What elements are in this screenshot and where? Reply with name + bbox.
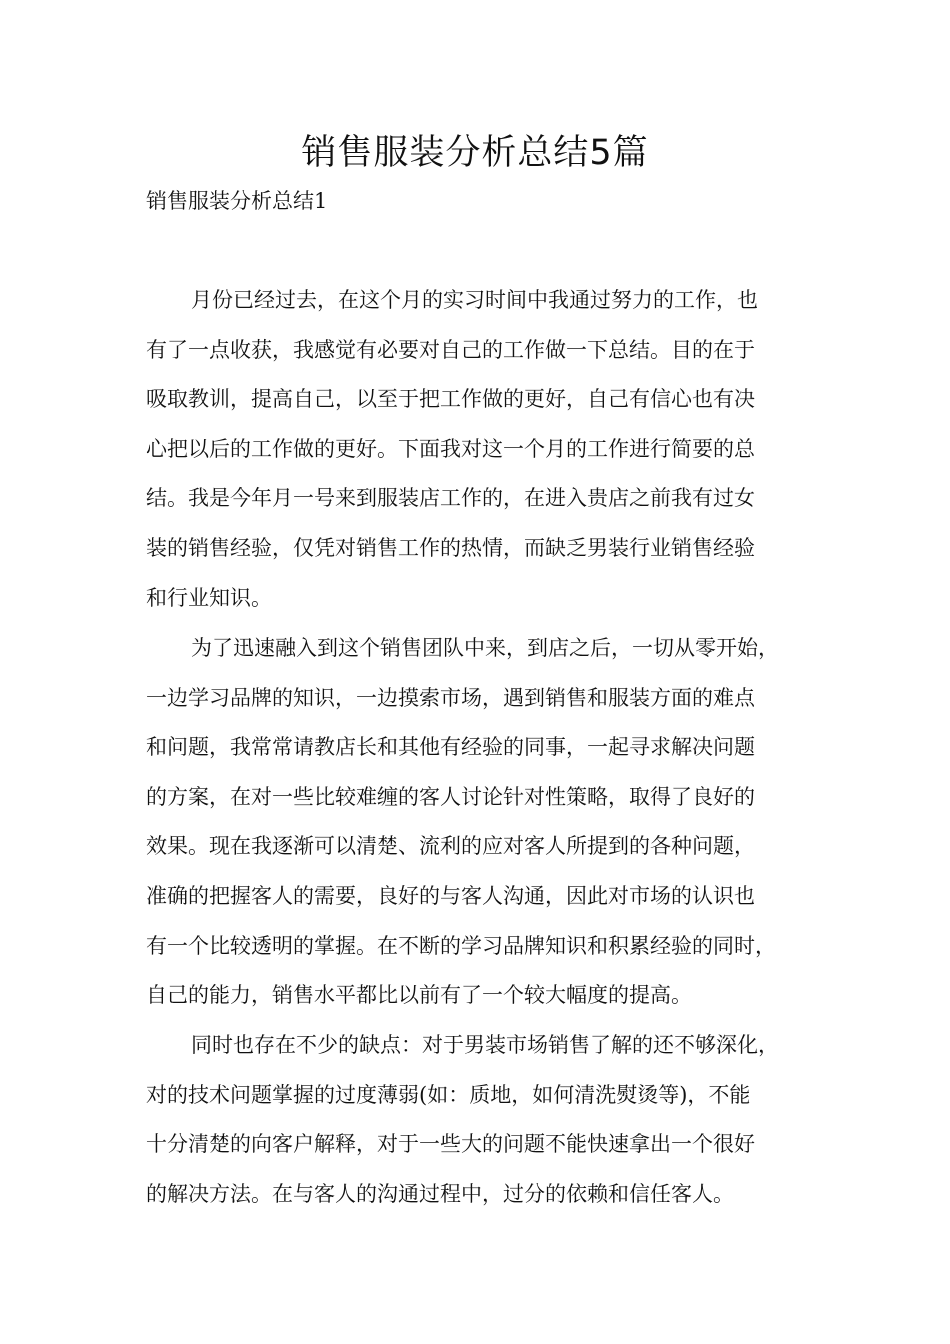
- paragraph-3: [146, 1021, 826, 1219]
- paragraph-line: 对的技术问题掌握的过度薄弱(如：质地，如何清洗熨烫等)，不能: [146, 1082, 751, 1107]
- paragraph-line: 十分清楚的向客户解释，对于一些大的问题不能快速拿出一个很好: [146, 1132, 755, 1157]
- paragraph-line: 有一个比较透明的掌握。在不断的学习品牌知识和积累经验的同时，: [146, 933, 776, 958]
- paragraph-line: 和行业知识。: [146, 585, 272, 610]
- document-title: 销售服装分析总结5篇: [301, 133, 649, 173]
- paragraph-line: 一边学习品牌的知识，一边摸索市场，遇到销售和服装方面的难点: [146, 685, 755, 710]
- paragraph-line: 装的销售经验，仅凭对销售工作的热情，而缺乏男装行业销售经验: [146, 535, 755, 560]
- paragraph-line: 心把以后的工作做的更好。下面我对这一个月的工作进行简要的总: [146, 436, 755, 461]
- paragraph-line: 自己的能力，销售水平都比以前有了一个较大幅度的提高。: [146, 983, 692, 1008]
- paragraph-2: [146, 624, 826, 1021]
- section-heading: 销售服装分析总结1: [146, 189, 328, 213]
- paragraph-line: 有了一点收获，我感觉有必要对自己的工作做一下总结。目的在于: [146, 337, 755, 362]
- paragraph-line: 月份已经过去，在这个月的实习时间中我通过努力的工作，也: [191, 288, 758, 312]
- paragraph-line: 为了迅速融入到这个销售团队中来，到店之后，一切从零开始，: [191, 636, 779, 660]
- paragraph-line: 的解决方法。在与客人的沟通过程中，过分的依赖和信任客人。: [146, 1181, 734, 1206]
- paragraph-line: 准确的把握客人的需要，良好的与客人沟通，因此对市场的认识也: [146, 883, 755, 908]
- paragraph-1: [146, 276, 826, 623]
- paragraph-line: 的方案，在对一些比较难缠的客人讨论针对性策略，取得了良好的: [146, 784, 755, 809]
- paragraph-line: 效果。现在我逐渐可以清楚、流利的应对客人所提到的各种问题，: [146, 834, 755, 859]
- paragraph-line: 同时也存在不少的缺点：对于男装市场销售了解的还不够深化，: [191, 1033, 779, 1057]
- paragraph-line: 吸取教训，提高自己，以至于把工作做的更好，自己有信心也有决: [146, 387, 755, 412]
- paragraph-line: 结。我是今年月一号来到服装店工作的，在进入贵店之前我有过女: [146, 486, 755, 511]
- paragraph-line: 和问题，我常常请教店长和其他有经验的同事，一起寻求解决问题: [146, 735, 755, 760]
